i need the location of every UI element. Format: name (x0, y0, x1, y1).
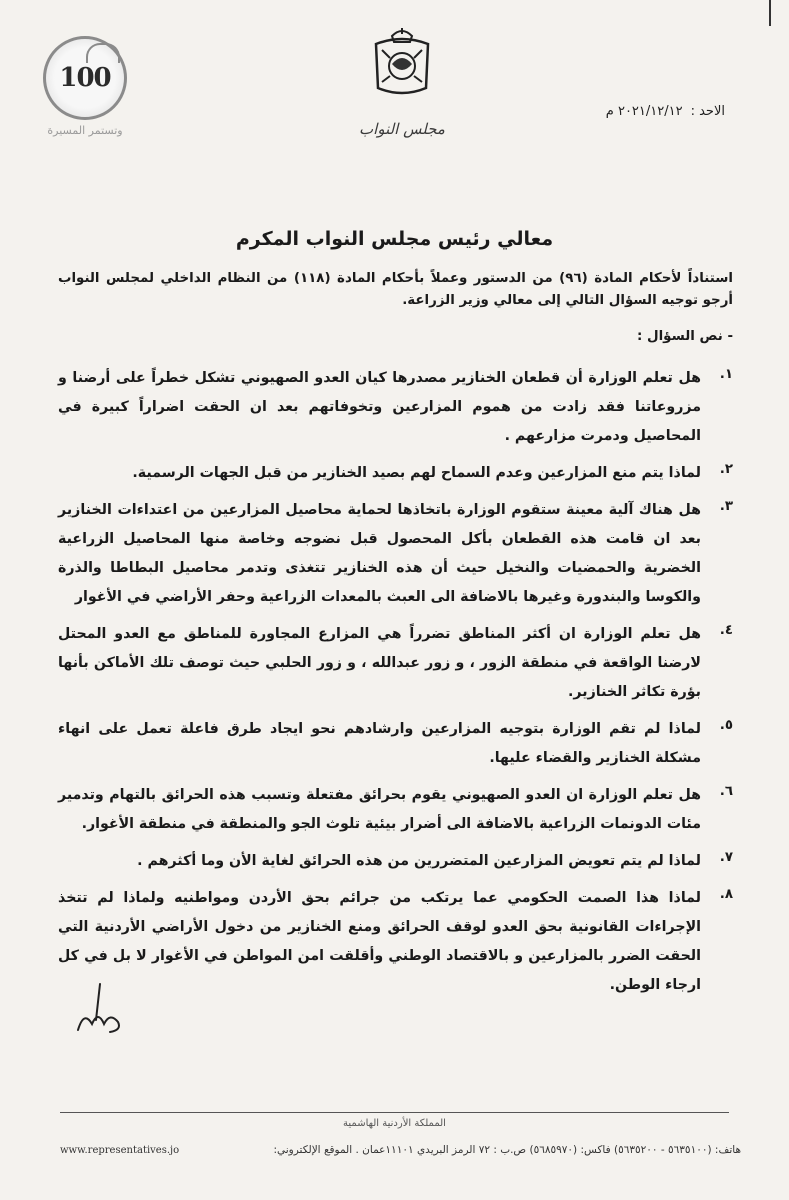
question-item (58, 847, 733, 876)
footer-contact: هاتف: (٥٦٣٥١٠٠ - ٥٦٣٥٢٠٠) فاكس: (٥٦٨٥٩٧٠) ص.ب : ٧٢ الرمز البريدي ١١١٠١عمان . الموقع الإلكتروني: (273, 1144, 741, 1156)
question-text: هل تعلم الوزارة ان أكثر المناطق تضرراً هي المزارع المجاورة للمناطق مع العدو المحتل لارضنا الواقعة في منطقة الزور ، و زور عبدالله ، و زور الحلبي حيث توصف تلك الأماكن بأنها بؤرة تكاثر الخنازير. (58, 626, 701, 700)
crown-icon (86, 43, 120, 63)
website-link[interactable]: www.representatives.jo (60, 1145, 180, 1156)
question-heading: - نص السؤال : (636, 329, 733, 344)
letter-intro: استناداً لأحكام المادة (٩٦) من الدستور وعملاً بأحكام المادة (١١٨) من النظام الداخلي لمجلس النواب أرجو توجيه السؤال التالي إلى معالي وزير الزراعة. (58, 271, 733, 308)
question-number: ٢. (719, 462, 733, 477)
centenary-emblem (30, 18, 140, 148)
question-item (58, 715, 733, 773)
centenary-slogan: وتستمر المسيرة (47, 124, 123, 137)
day-label: الاحد : (690, 104, 725, 119)
question-text: هل تعلم الوزارة أن قطعان الخنازير مصدرها كيان العدو الصهيوني تشكل خطراً على أرضنا و مزروعاتنا فقد زادت من هموم المزارعين وتخوفاتهم بعد ان الحقت اضراراً كبيرة في المحاصيل ودمرت مزارعهم . (58, 370, 701, 444)
question-item (58, 781, 733, 839)
question-number: ١. (719, 367, 733, 382)
question-number: ٧. (719, 850, 733, 865)
footer-divider (60, 1112, 729, 1113)
question-number: ٤. (719, 623, 733, 638)
question-text: لماذا لم يتم تعويض المزارعين المتضررين من هذه الحرائق لغاية الأن وما أكثرهم . (137, 853, 701, 869)
question-text: هل هناك آلية معينة ستقوم الوزارة باتخاذها لحماية محاصيل المزارعين من اعتداءات الخنازير بعد ان قامت هذه القطعان بأكل المحصول قبل نضوجه وخاصة منها المحاصيل الزراعية الخضرية والحمضيات والنخيل حيث أن هذه الخنازير تتغذى وتدمر محاصيل البطاطا والذرة والكوسا والبندورة وغيرها بالاضافة الى العبث بالمعدات الزراعية وحفر الأراضي في الأغوار (58, 502, 701, 605)
question-item (58, 459, 733, 488)
letter-salutation: معالي رئيس مجلس النواب المكرم (235, 228, 554, 250)
royal-crest-icon (370, 28, 434, 98)
question-text: هل تعلم الوزارة ان العدو الصهيوني يقوم بحرائق مفتعلة وتسبب هذه الحرائق بالتهام وتدمير مئات الدونمات الزراعية بالاضافة الى أضرار بيئية تلوث الجو والمنطقة في منطقة الأغوار. (58, 787, 701, 832)
question-item (58, 620, 733, 707)
centenary-ring-icon (43, 36, 127, 120)
question-number: ٨. (719, 887, 733, 902)
date-value: ٢٠٢١/١٢/١٢ م (605, 104, 683, 119)
question-text: لماذا هذا الصمت الحكومي عما يرتكب من جرائم بحق الأردن ومواطنيه ولماذا لم تتخذ الإجراءات القانونية بحق العدو لوقف الحرائق ومنع الخنازير من دخول الأراضي الأردنية التي الحقت الضرر بالمزارعين و بالاقتصاد الوطني وأقلقت امن المواطن في الأغوار لا بل في كل ارجاء الوطن. (58, 890, 701, 993)
question-item (58, 884, 733, 1000)
question-item (58, 496, 733, 612)
question-item (58, 364, 733, 451)
footer-brand: المملكة الأردنية الهاشمية (343, 1118, 446, 1129)
question-number: ٣. (719, 499, 733, 514)
question-number: ٦. (719, 784, 733, 799)
question-text: لماذا يتم منع المزارعين وعدم السماح لهم بصيد الخنازير من قبل الجهات الرسمية. (132, 465, 701, 481)
question-number: ٥. (719, 718, 733, 733)
centenary-number: 100 (59, 63, 111, 93)
scan-edge-mark (769, 0, 771, 26)
letter-body (58, 268, 733, 1008)
parliament-label: مجلس النواب (359, 120, 445, 138)
footer-contact-line (60, 1144, 741, 1156)
date-line (598, 104, 725, 119)
signature-icon (70, 980, 130, 1040)
question-text: لماذا لم تقم الوزارة بتوجيه المزارعين وارشادهم نحو ايجاد طرق فاعلة تعمل على انهاء مشكلة الخنازير والقضاء عليها. (58, 721, 701, 766)
